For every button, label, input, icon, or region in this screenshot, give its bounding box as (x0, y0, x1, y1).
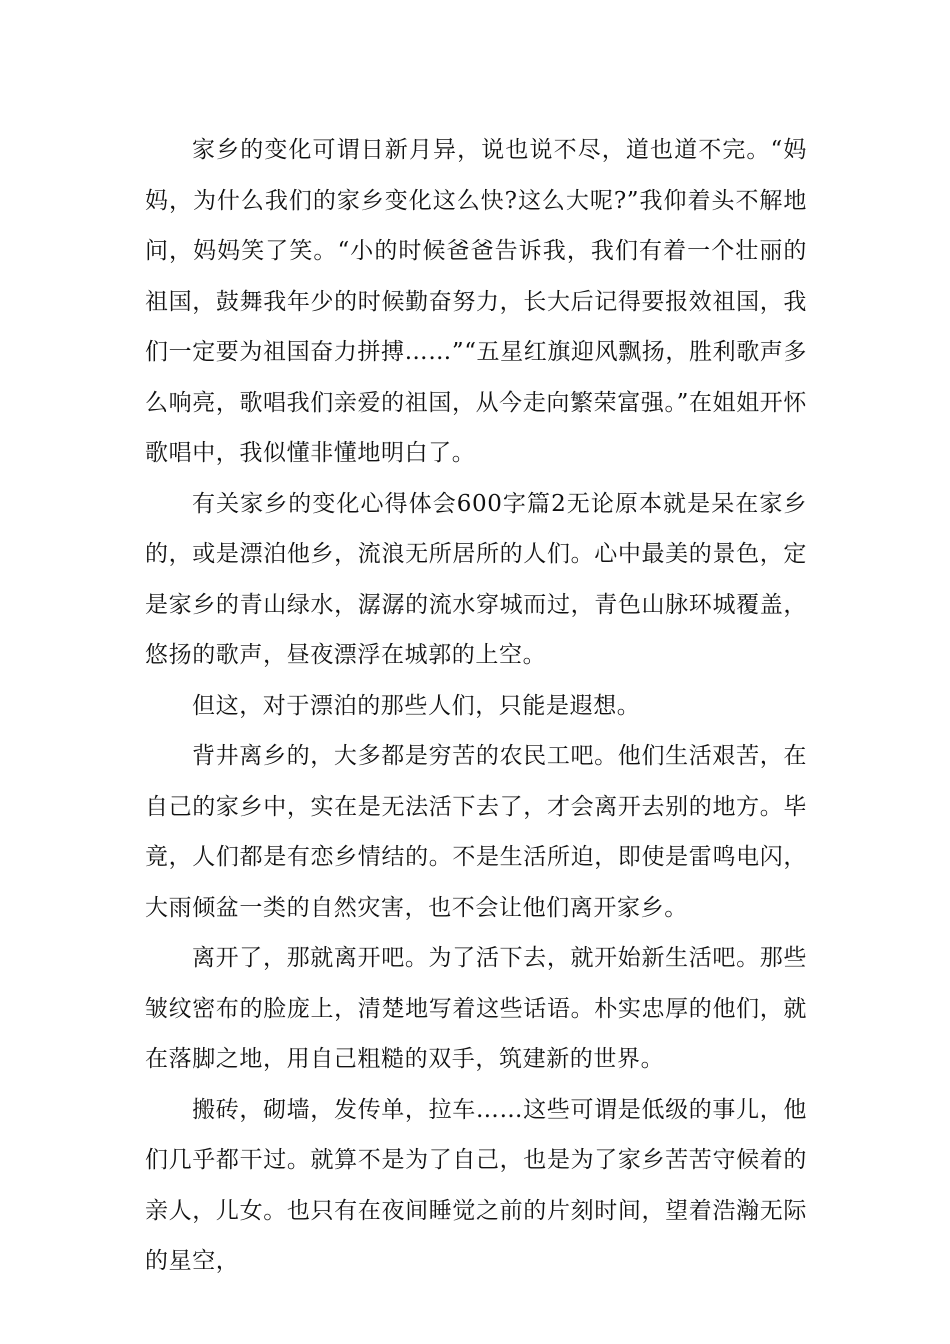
paragraph: 背井离乡的，大多都是穷苦的农民工吧。他们生活艰苦，在自己的家乡中，实在是无法活下去了，才会离开去别的地方。毕竟，人们都是有恋乡情结的。不是生活所迫，即使是雷鸣电闪，大雨倾盆一类的自然灾害，也不会让他们离开家乡。 (145, 743, 807, 921)
paragraph: 离开了，那就离开吧。为了活下去，就开始新生活吧。那些皱纹密布的脸庞上，清楚地写着这些话语。朴实忠厚的他们，就在落脚之地，用自己粗糙的双手，筑建新的世界。 (145, 945, 807, 1072)
paragraph: 有关家乡的变化心得体会600字篇2无论原本就是呆在家乡的，或是漂泊他乡，流浪无所居所的人们。心中最美的景色，定是家乡的青山绿水，潺潺的流水穿城而过，青色山脉环城覆盖，悠扬的歌声，昼夜漂浮在城郭的上空。 (145, 490, 807, 668)
paragraph: 但这，对于漂泊的那些人们，只能是遐想。 (192, 692, 641, 719)
document-body (145, 125, 807, 1287)
paragraph: 家乡的变化可谓日新月异，说也说不尽，道也道不完。“妈妈，为什么我们的家乡变化这么快?这么大呢?”我仰着头不解地问，妈妈笑了笑。“小的时候爸爸告诉我，我们有着一个壮丽的祖国，鼓舞我年少的时候勤奋努力，长大后记得要报效祖国，我们一定要为祖国奋力拼搏……”“五星红旗迎风飘扬，胜利歌声多么响亮，歌唱我们亲爱的祖国，从今走向繁荣富强。”在姐姐开怀歌唱中，我似懂非懂地明白了。 (145, 137, 807, 466)
paragraph: 搬砖，砌墙，发传单，拉车……这些可谓是低级的事儿，他们几乎都干过。就算不是为了自己，也是为了家乡苦苦守候着的亲人，儿女。也只有在夜间睡觉之前的片刻时间，望着浩瀚无际的星空， (145, 1096, 807, 1274)
